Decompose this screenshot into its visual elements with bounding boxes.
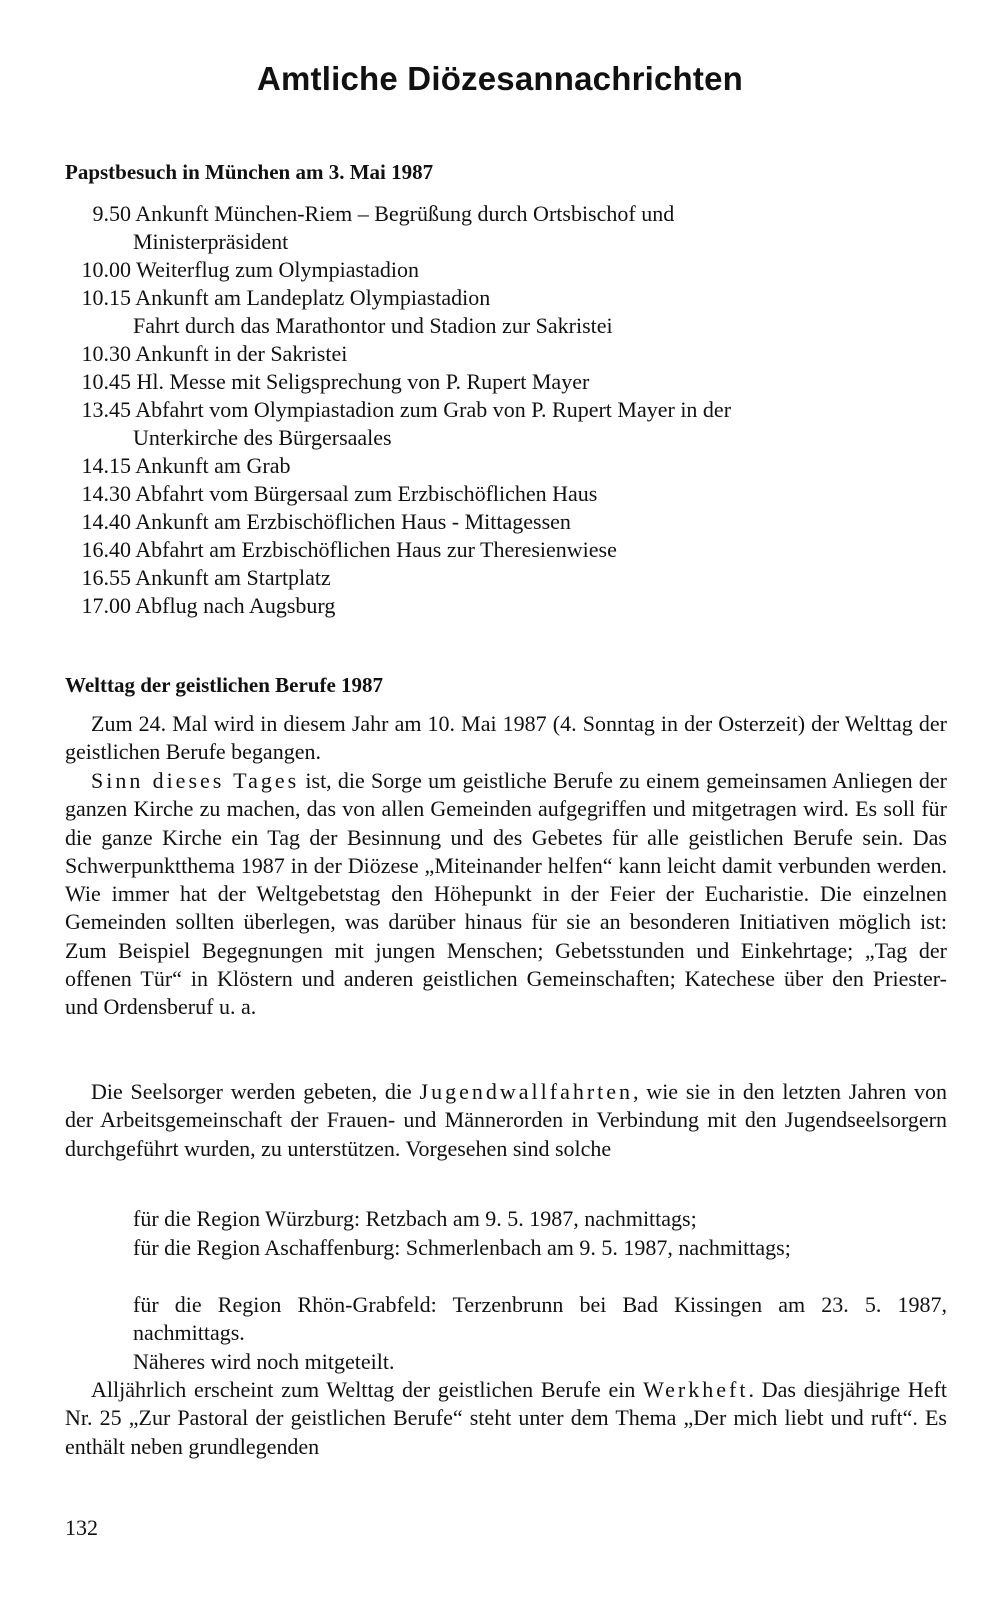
schedule-entry <box>65 340 965 368</box>
paragraph-werkheft <box>65 1376 947 1461</box>
schedule-entry <box>65 284 965 312</box>
paragraph-text: ist, die Sorge um geistliche Berufe zu einem gemeinsamen Anliegen der ganzen Kirche zu machen, das von allen Gemeinden aufgegriffen und mitgetragen wird. Es soll für die ganze Kirche ein Tag der Besinnung und des Gebetes für alle geistlichen Berufe sein. Das Schwerpunktthema 1987 in der Diözese „Miteinander helfen“ kann leicht damit verbunden werden. Wie immer hat der Weltgebetstag den Höhepunkt in der Feier der Eucharistie. Die einzelnen Gemeinden sollten überlegen, was darüber hinaus für sie an besonderen Initiativen möglich ist: Zum Beispiel Begegnungen mit jungen Menschen; Gebetsstunden und Einkehrtage; „Tag der offenen Tür“ in Klöstern und anderen geistlichen Gemeinschaften; Katechese über den Priester- und Ordensberuf u. a. <box>65 768 948 1020</box>
schedule-entry <box>65 592 965 620</box>
schedule-text: Ankunft München-Riem – Begrüßung durch Ortsbischof und <box>135 201 675 226</box>
paragraph-sinn <box>65 767 947 1022</box>
schedule-text: Weiterflug zum Olympiastadion <box>136 257 420 282</box>
paragraph-text: Alljährlich erscheint zum Welttag der geistlichen Berufe ein <box>91 1377 644 1402</box>
schedule-time: 13.45 <box>81 397 131 422</box>
schedule-entry <box>65 536 965 564</box>
schedule-time: 14.15 <box>81 453 131 478</box>
schedule-text: Ankunft am Grab <box>135 453 291 478</box>
schedule-text: Hl. Messe mit Seligsprechung von P. Rupert Mayer <box>136 369 590 394</box>
region-entry: für die Region Rhön-Grabfeld: Terzenbrunn bei Bad Kissingen am 23. 5. 1987, nachmittags. <box>133 1292 947 1346</box>
schedule-continuation: Fahrt durch das Marathontor und Stadion zur Sakristei <box>133 313 613 338</box>
region-entry: für die Region Würzburg: Retzbach am 9. 5. 1987, nachmittags; <box>133 1206 697 1231</box>
schedule-time: 10.15 <box>81 285 131 310</box>
schedule-entry <box>65 256 965 284</box>
schedule-text: Abfahrt vom Bürgersaal zum Erzbischöflichen Haus <box>135 481 598 506</box>
spaced-emphasis: Sinn dieses Tages <box>91 768 300 793</box>
paragraph-text: , wie sie in den letzten Jahren von der Arbeitsgemeinschaft der Frauen- und Männerorden in Verbindung mit den Jugendseelsorgern durchgeführt wurden, zu unterstützen. Vorgesehen sind solche <box>65 1079 947 1161</box>
paragraph-jugendwallfahrten <box>65 1078 947 1163</box>
schedule-time: 14.30 <box>81 481 131 506</box>
page-title: Amtliche Diözesannachrichten <box>256 60 744 97</box>
schedule-text: Abfahrt am Erzbischöflichen Haus zur Theresienwiese <box>135 537 617 562</box>
paragraph-text: Die Seelsorger werden gebeten, die <box>91 1079 420 1104</box>
schedule-continuation: Unterkirche des Bürgersaales <box>133 425 392 450</box>
region-note: Näheres wird noch mitgeteilt. <box>133 1349 395 1374</box>
schedule-text: Ankunft am Startplatz <box>135 565 331 590</box>
schedule-entry <box>65 480 965 508</box>
region-entry: für die Region Aschaffenburg: Schmerlenbach am 9. 5. 1987, nachmittags; <box>133 1235 791 1260</box>
paragraph-intro: Zum 24. Mal wird in diesem Jahr am 10. Mai 1987 (4. Sonntag in der Osterzeit) der Welttag der geistlichen Berufe begangen. <box>65 711 947 765</box>
spaced-emphasis: Werkheft <box>643 1377 749 1402</box>
schedule-time: 17.00 <box>81 593 131 618</box>
schedule-time: 10.45 <box>81 369 131 394</box>
schedule-continuation: Ministerpräsident <box>133 229 289 254</box>
schedule-time: 16.55 <box>81 565 131 590</box>
schedule-text: Abflug nach Augsburg <box>135 593 336 618</box>
schedule-time: 16.40 <box>81 537 131 562</box>
schedule-text: Ankunft am Landeplatz Olympiastadion <box>135 285 491 310</box>
schedule-text: Ankunft in der Sakristei <box>135 341 348 366</box>
schedule-time: 10.00 <box>81 257 131 282</box>
paragraph-text: . Das diesjährige Heft Nr. 25 „Zur Pastoral der geistlichen Berufe“ steht unter dem Thema „Der mich liebt und ruft“. Es enthält neben grundlegenden <box>65 1377 948 1459</box>
spaced-emphasis: Jugendwallfahrten <box>419 1079 634 1104</box>
schedule-text: Abfahrt vom Olympiastadion zum Grab von P. Rupert Mayer in der <box>135 397 732 422</box>
schedule-time: 9.50 <box>92 201 131 226</box>
schedule-time: 10.30 <box>81 341 131 366</box>
schedule-time: 14.40 <box>81 509 131 534</box>
schedule-entry <box>65 200 965 228</box>
schedule-entry <box>65 564 965 592</box>
section-heading-welttag: Welttag der geistlichen Berufe 1987 <box>65 673 384 697</box>
schedule-entry <box>65 396 965 424</box>
schedule-entry <box>65 452 965 480</box>
schedule-entry <box>65 368 965 396</box>
schedule-entry <box>65 508 965 536</box>
page-number: 132 <box>65 1515 98 1540</box>
schedule-text: Ankunft am Erzbischöflichen Haus - Mittagessen <box>135 509 571 534</box>
section-heading-papstbesuch: Papstbesuch in München am 3. Mai 1987 <box>65 160 434 184</box>
